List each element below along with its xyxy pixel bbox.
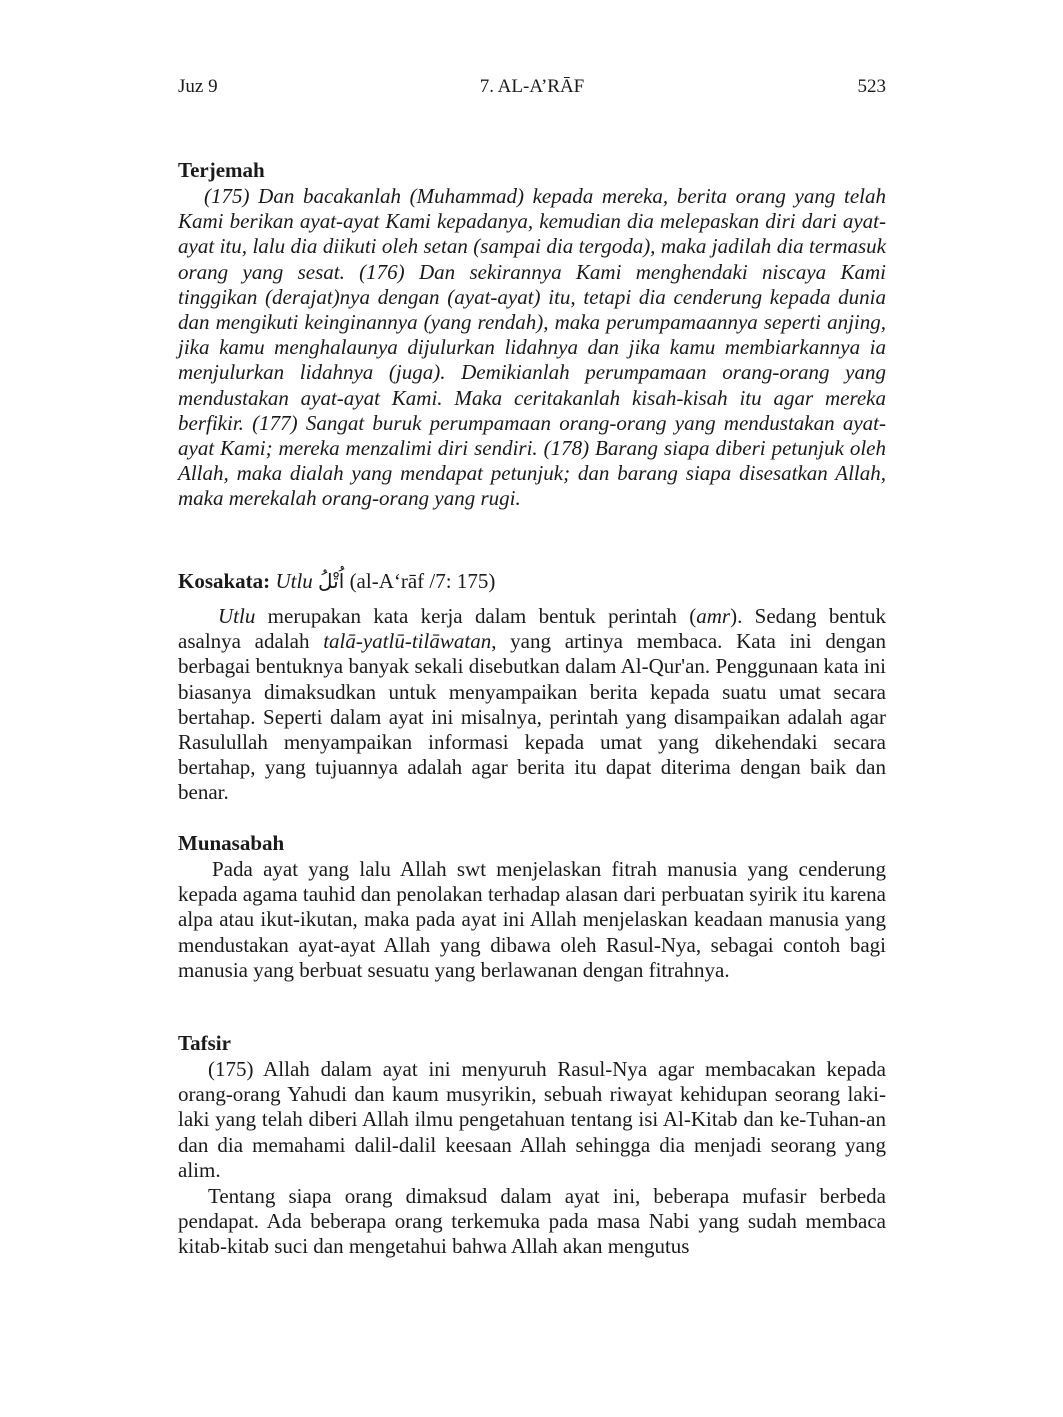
kosakata-term: Utlu [275, 569, 313, 593]
kosakata-heading [178, 569, 495, 594]
kosakata-text-part: , yang artinya membaca. Kata ini dengan berbagai bentuknya banyak sekali disebutkan dalam Al-Qur'an. Penggunaan kata ini biasanya dimaksudkan untuk menyampaikan berita kepada suatu umat secara bertahap. Seperti dalam ayat ini misalnya, perintah yang disampaikan adalah agar Rasulullah menyampaikan informasi kepada umat yang dikehendaki secara bertahap, yang tujuannya adalah agar berita itu dapat diterima dengan baik dan benar. [178, 629, 886, 805]
terjemah-heading: Terjemah [178, 158, 265, 182]
munasabah-text: Pada ayat yang lalu Allah swt menjelaskan fitrah manusia yang cenderung kepada agama tauhid dan penolakan terhadap alasan dari perbuatan syirik itu karena alpa atau ikut-ikutan, maka pada ayat ini Allah menjelaskan keadaan manusia yang mendustakan ayat-ayat Allah yang dibawa oleh Rasul-Nya, sebagai contoh bagi manusia yang berbuat sesuatu yang berlawanan dengan fitrahnya. [178, 857, 886, 982]
kosakata-text-part: ). Sedang bentuk asalnya adalah [178, 604, 886, 654]
kosakata-amr: amr [696, 604, 731, 628]
kosakata-label: Kosakata: [178, 569, 271, 593]
kosakata-text-part: merupakan kata kerja dalam bentuk perintah ( [255, 604, 697, 628]
juz-label: Juz 9 [178, 76, 218, 97]
terjemah-text: (175) Dan bacakanlah (Muhammad) kepada mereka, berita orang yang telah Kami berikan ayat-ayat Kami kepadanya, kemudian dia melepaskan diri dari ayat-ayat itu, lalu dia diikuti oleh setan (sampai dia tergoda), maka jadilah dia termasuk orang yang sesat. (176) Dan sekirannya Kami menghendaki niscaya Kami tinggikan (derajat)nya dengan (ayat-ayat) itu, tetapi dia cenderung kepada dunia dan mengikuti keinginannya (yang rendah), maka perumpamaannya seperti anjing, jika kamu menghalaunya dijulurkan lidahnya dan jika kamu membiarkannya ia menjulurkan lidahnya (juga). Demikianlah perumpamaan orang-orang yang mendustakan ayat-ayat Kami. Maka ceritakanlah kisah-kisah itu agar mereka berfikir. (177) Sangat buruk perumpamaan orang-orang yang mendustakan ayat-ayat Kami; mereka menzalimi diri sendiri. (178) Barang siapa diberi petunjuk oleh Allah, maka dialah yang mendapat petunjuk; dan barang siapa disesatkan Allah, maka merekalah orang-orang yang rugi. [178, 184, 886, 511]
munasabah-heading: Munasabah [178, 831, 285, 855]
book-page [178, 0, 886, 1417]
surah-title: 7. AL-A’RĀF [479, 76, 585, 97]
page-number: 523 [857, 76, 886, 97]
kosakata-text [178, 604, 886, 806]
kosakata-root-forms: talā-yatlū-tilāwatan [323, 629, 492, 654]
tafsir-heading: Tafsir [178, 1031, 231, 1055]
kosakata-reference: (al-A‘rāf /7: 175) [349, 569, 496, 593]
kosakata-term-word: Utlu [218, 604, 256, 628]
running-header [178, 76, 886, 102]
tafsir-text-1: (175) Allah dalam ayat ini menyuruh Rasul-Nya agar membacakan kepada orang-orang Yahudi dan kaum musyrikin, sebuah riwayat kehidupan seorang laki-laki yang telah diberi Allah ilmu pengetahuan tentang isi Al-Kitab dan ke-Tuhan-an dan dia memahami dalil-dalil keesaan Allah sehingga dia menjadi seorang yang alim. [178, 1057, 886, 1182]
kosakata-arabic: اُتْلُ [318, 569, 345, 593]
tafsir-text-2: Tentang siapa orang dimaksud dalam ayat ini, beberapa mufasir berbeda pendapat. Ada beberapa orang terkemuka pada masa Nabi yang sudah membaca kitab-kitab suci dan mengetahui bahwa Allah akan mengutus [178, 1184, 886, 1259]
